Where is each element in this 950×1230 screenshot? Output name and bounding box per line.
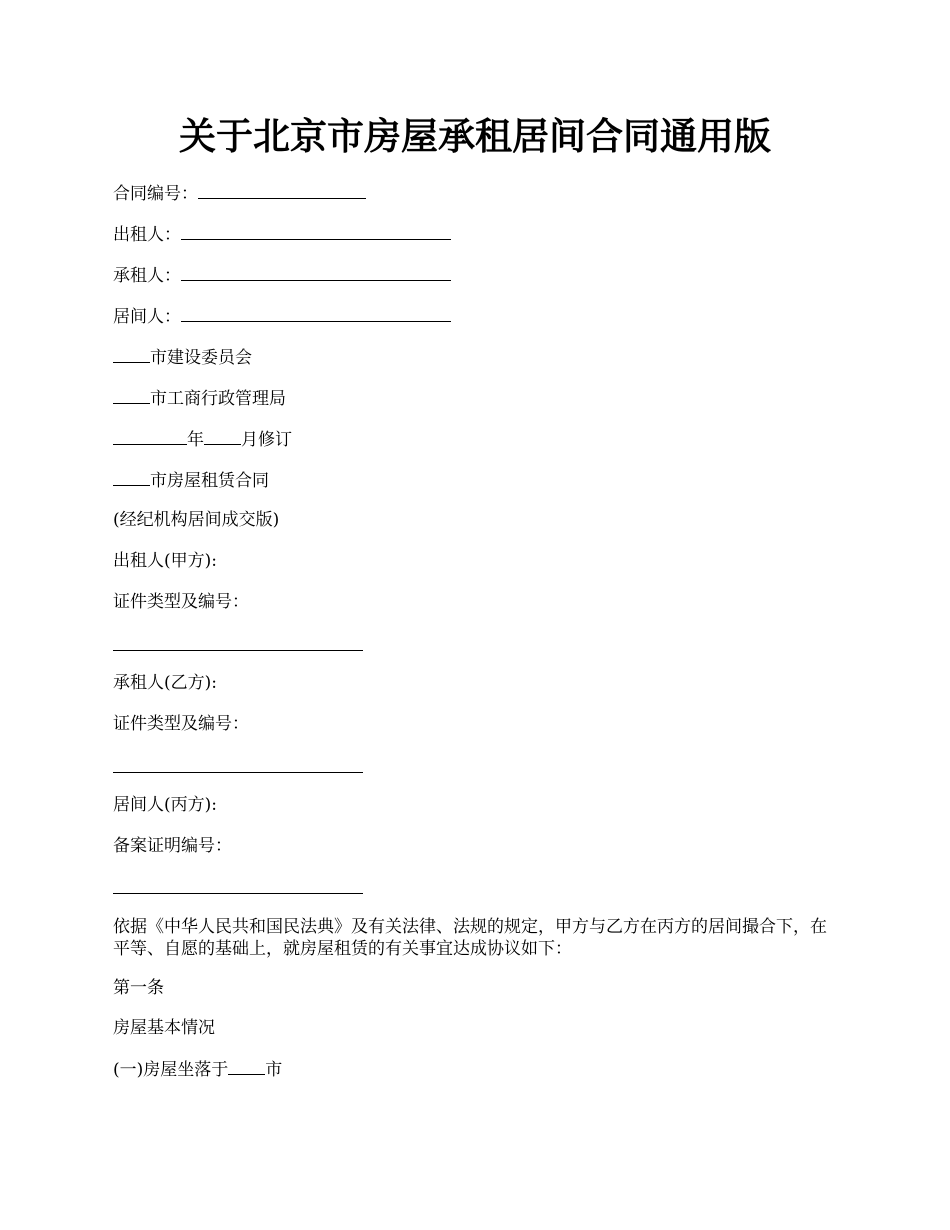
admin-bureau-text: 市工商行政管理局 [150, 389, 286, 409]
party-b-id-blank [113, 772, 363, 773]
year-text: 年 [187, 430, 204, 450]
party-b-label: 承租人(乙方): [113, 673, 217, 693]
lessee-label: 承租人： [113, 266, 181, 286]
intermediary-label: 居间人： [113, 307, 181, 327]
city-blank [228, 1057, 265, 1075]
admin-bureau-line [113, 386, 286, 410]
year-blank [113, 427, 187, 445]
lessor-label: 出租人： [113, 225, 181, 245]
lessee-line [113, 263, 451, 287]
intermediary-blank [181, 304, 451, 322]
party-c-record-blank [113, 893, 363, 894]
article-1-title: 房屋基本情况 [113, 1018, 215, 1038]
clause-1-line [113, 1057, 282, 1081]
contract-number-blank [198, 181, 366, 199]
article-1-heading: 第一条 [113, 978, 164, 998]
party-c-record-label: 备案证明编号： [113, 836, 232, 856]
lessee-blank [181, 263, 451, 281]
lessor-line [113, 222, 451, 246]
party-b-id-label: 证件类型及编号： [113, 714, 249, 734]
month-blank [204, 427, 241, 445]
document-title: 关于北京市房屋承租居间合同通用版 [179, 114, 771, 158]
contract-name-text: 市房屋租赁合同 [150, 471, 269, 491]
party-a-label: 出租人(甲方): [113, 551, 217, 571]
committee-text: 市建设委员会 [150, 348, 252, 368]
party-c-label: 居间人(丙方): [113, 795, 217, 815]
revision-line [113, 427, 292, 451]
city-blank [113, 345, 150, 363]
committee-line [113, 345, 252, 369]
contract-name-line [113, 468, 269, 492]
contract-number-label: 合同编号： [113, 184, 198, 204]
city-blank [113, 386, 150, 404]
intro-paragraph: 依据《中华人民共和国民法典》及有关法律、法规的规定，甲方与乙方在丙方的居间撮合下，在平等、自愿的基础上，就房屋租赁的有关事宜达成协议如下： [113, 917, 827, 959]
lessor-blank [181, 222, 451, 240]
month-revised-text: 月修订 [241, 430, 292, 450]
intermediary-line [113, 304, 451, 328]
party-a-id-label: 证件类型及编号： [113, 592, 249, 612]
clause-1-prefix: (一)房屋坐落于 [113, 1060, 229, 1080]
clause-1-suffix: 市 [265, 1060, 283, 1080]
edition-line: (经纪机构居间成交版) [113, 510, 280, 530]
contract-number-line [113, 181, 366, 205]
party-a-id-blank [113, 650, 363, 651]
city-blank [113, 468, 150, 486]
